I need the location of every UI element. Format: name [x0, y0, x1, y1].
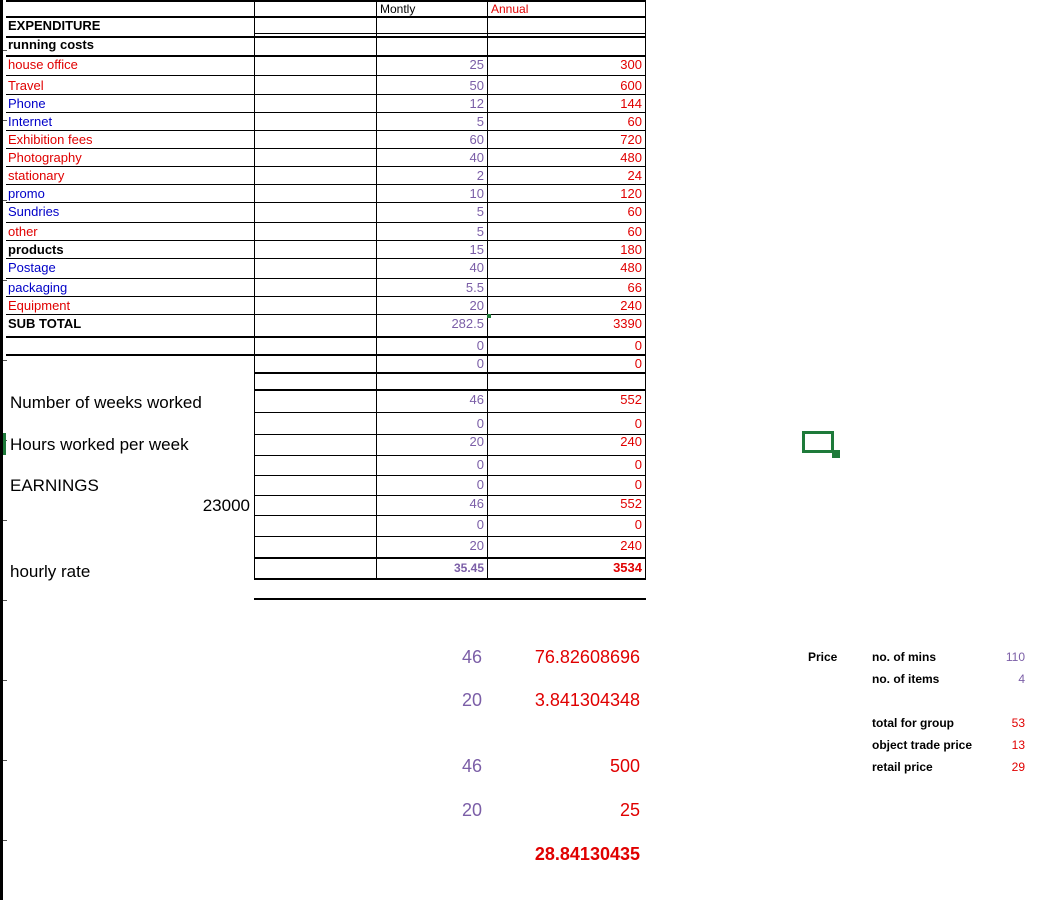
- calc-b: 76.82608696: [534, 647, 640, 667]
- monthly-cell: 20: [469, 434, 484, 449]
- annual-cell: 480: [620, 150, 642, 165]
- calc-b: 500: [609, 756, 640, 776]
- grid-hline: [254, 412, 646, 413]
- annual-cell: 240: [620, 538, 642, 553]
- annual-cell: 60: [627, 224, 642, 239]
- grid-vline: [376, 0, 377, 580]
- fill-handle-marker[interactable]: [487, 314, 491, 318]
- section-running-costs: running costs: [8, 37, 94, 52]
- row-label: house office: [8, 57, 78, 72]
- monthly-cell: 5: [476, 224, 484, 239]
- annual-cell: 180: [620, 242, 642, 257]
- grid-hline: [6, 112, 646, 113]
- monthly-cell: 0: [476, 338, 484, 353]
- selected-cell[interactable]: [802, 431, 834, 453]
- monthly-cell: 60: [469, 132, 484, 147]
- fill-handle[interactable]: [832, 450, 840, 458]
- calc-a: 46: [461, 756, 482, 776]
- row-tick: [3, 520, 7, 521]
- grid-vline: [487, 0, 488, 580]
- annual-cell: 120: [620, 186, 642, 201]
- grid-hline: [6, 258, 646, 259]
- grid-hline: [6, 94, 646, 95]
- row-tick: [3, 360, 7, 361]
- row-tick: [3, 600, 7, 601]
- monthly-cell: 10: [469, 186, 484, 201]
- row-label: Sundries: [8, 204, 60, 219]
- annual-cell: 0: [634, 338, 642, 353]
- annual-cell: 24: [627, 168, 642, 183]
- calc-b: 25: [619, 800, 640, 820]
- calc-a: 46: [461, 647, 482, 667]
- annual-cell: 552: [620, 392, 642, 407]
- row-label: stationary: [8, 168, 65, 183]
- grid-hline: [254, 372, 646, 374]
- section-products: products: [8, 242, 64, 257]
- grid-hline: [6, 130, 646, 131]
- row-label: Equipment: [8, 298, 71, 313]
- annual-cell: 0: [634, 517, 642, 532]
- annual-cell: 240: [620, 298, 642, 313]
- row-label: promo: [8, 186, 45, 201]
- annual-cell: 240: [620, 434, 642, 449]
- monthly-cell: 0: [476, 416, 484, 431]
- grid-hline: [6, 166, 646, 167]
- annual-subtotal: 3390: [613, 316, 642, 331]
- earnings-value: 23000: [202, 496, 250, 515]
- annual-cell: 0: [634, 356, 642, 371]
- no-of-items-label: no. of items: [872, 672, 940, 686]
- grid-hline: [254, 578, 646, 580]
- grid-hline: [254, 33, 646, 34]
- annual-cell: 720: [620, 132, 642, 147]
- section-sub-total: SUB TOTAL: [8, 316, 82, 331]
- monthly-cell: 40: [469, 150, 484, 165]
- monthly-subtotal: 282.5: [451, 316, 484, 331]
- monthly-cell: 0: [476, 477, 484, 492]
- monthly-cell: 0: [476, 356, 484, 371]
- grid-hline: [6, 148, 646, 149]
- grid-vline: [254, 0, 255, 580]
- header-monthly: Montly: [380, 2, 416, 16]
- section-expenditure: EXPENDITURE: [8, 18, 101, 33]
- monthly-cell: 20: [469, 538, 484, 553]
- annual-cell: 600: [620, 78, 642, 93]
- row-tick: [3, 680, 7, 681]
- monthly-cell: 12: [469, 96, 484, 111]
- object-trade-price-label: object trade price: [872, 738, 973, 752]
- grid-hline: [6, 184, 646, 185]
- row-label: Internet: [8, 114, 53, 129]
- monthly-cell: 0: [476, 457, 484, 472]
- grid-hline: [6, 0, 646, 2]
- annual-cell: 300: [620, 57, 642, 72]
- monthly-cell: 20: [469, 298, 484, 313]
- label-earnings: EARNINGS: [10, 476, 99, 495]
- monthly-cell: 0: [476, 517, 484, 532]
- grid-hline: [6, 314, 646, 315]
- monthly-cell: 46: [469, 392, 484, 407]
- row-label: Phone: [8, 96, 46, 111]
- monthly-cell: 25: [469, 57, 484, 72]
- calc-b: 3.841304348: [534, 690, 640, 710]
- calc-a: 20: [461, 800, 482, 820]
- grid-hline: [6, 240, 646, 241]
- no-of-mins-label: no. of mins: [872, 650, 936, 664]
- grid-hline: [254, 389, 646, 391]
- annual-cell: 552: [620, 496, 642, 511]
- no-of-items-value: 4: [1018, 672, 1025, 686]
- monthly-cell: 46: [469, 496, 484, 511]
- grid-hline: [254, 455, 646, 456]
- grid-hline: [6, 16, 646, 18]
- row-label: Exhibition fees: [8, 132, 93, 147]
- hourly-rate-annual: 3534: [613, 560, 642, 575]
- grid-hline: [6, 222, 646, 223]
- annual-cell: 480: [620, 260, 642, 275]
- monthly-cell: 50: [469, 78, 484, 93]
- annual-cell: 0: [634, 457, 642, 472]
- grid-hline: [254, 598, 646, 600]
- monthly-cell: 40: [469, 260, 484, 275]
- row-tick: [3, 50, 7, 51]
- monthly-cell: 5: [476, 204, 484, 219]
- retail-price-value: 29: [1011, 760, 1025, 774]
- annual-cell: 60: [627, 204, 642, 219]
- object-trade-price-value: 13: [1011, 738, 1025, 752]
- grid-hline: [254, 536, 646, 537]
- row-selection-marker: [3, 433, 6, 455]
- grid-vline: [645, 0, 646, 580]
- label-weeks-worked: Number of weeks worked: [10, 393, 202, 412]
- row-label: Postage: [8, 260, 56, 275]
- row-tick: [3, 200, 7, 201]
- annual-cell: 60: [627, 114, 642, 129]
- row-tick: [3, 760, 7, 761]
- label-hourly-rate: hourly rate: [10, 562, 91, 581]
- row-tick: [3, 280, 7, 281]
- grid-hline: [254, 557, 646, 559]
- no-of-mins-value: 110: [1005, 650, 1025, 664]
- grid-hline: [254, 475, 646, 476]
- row-label: Photography: [8, 150, 82, 165]
- grid-hline: [254, 515, 646, 516]
- label-hours-per-week: Hours worked per week: [10, 435, 189, 454]
- grid-hline: [6, 296, 646, 297]
- annual-cell: 144: [620, 96, 642, 111]
- grid-hline: [6, 202, 646, 203]
- annual-cell: 66: [627, 280, 642, 295]
- grid-hline: [6, 75, 646, 76]
- calc-total: 28.84130435: [534, 844, 640, 864]
- grid-hline: [6, 278, 646, 279]
- hourly-rate-monthly: 35.45: [453, 561, 484, 575]
- row-label: Travel: [8, 78, 44, 93]
- row-label: other: [8, 224, 38, 239]
- calc-a: 20: [461, 690, 482, 710]
- row-tick: [3, 840, 7, 841]
- total-for-group-label: total for group: [872, 716, 954, 730]
- header-annual: Annual: [491, 2, 529, 16]
- annual-cell: 0: [634, 477, 642, 492]
- monthly-cell: 2: [476, 168, 484, 183]
- monthly-cell: 15: [469, 242, 484, 257]
- row-tick: [3, 120, 7, 121]
- retail-price-label: retail price: [872, 760, 933, 774]
- monthly-cell: 5.5: [465, 280, 484, 295]
- grid-hline: [6, 36, 646, 38]
- annual-cell: 0: [634, 416, 642, 431]
- price-label: Price: [808, 650, 838, 664]
- total-for-group-value: 53: [1011, 716, 1025, 730]
- monthly-cell: 5: [476, 114, 484, 129]
- row-label: packaging: [8, 280, 68, 295]
